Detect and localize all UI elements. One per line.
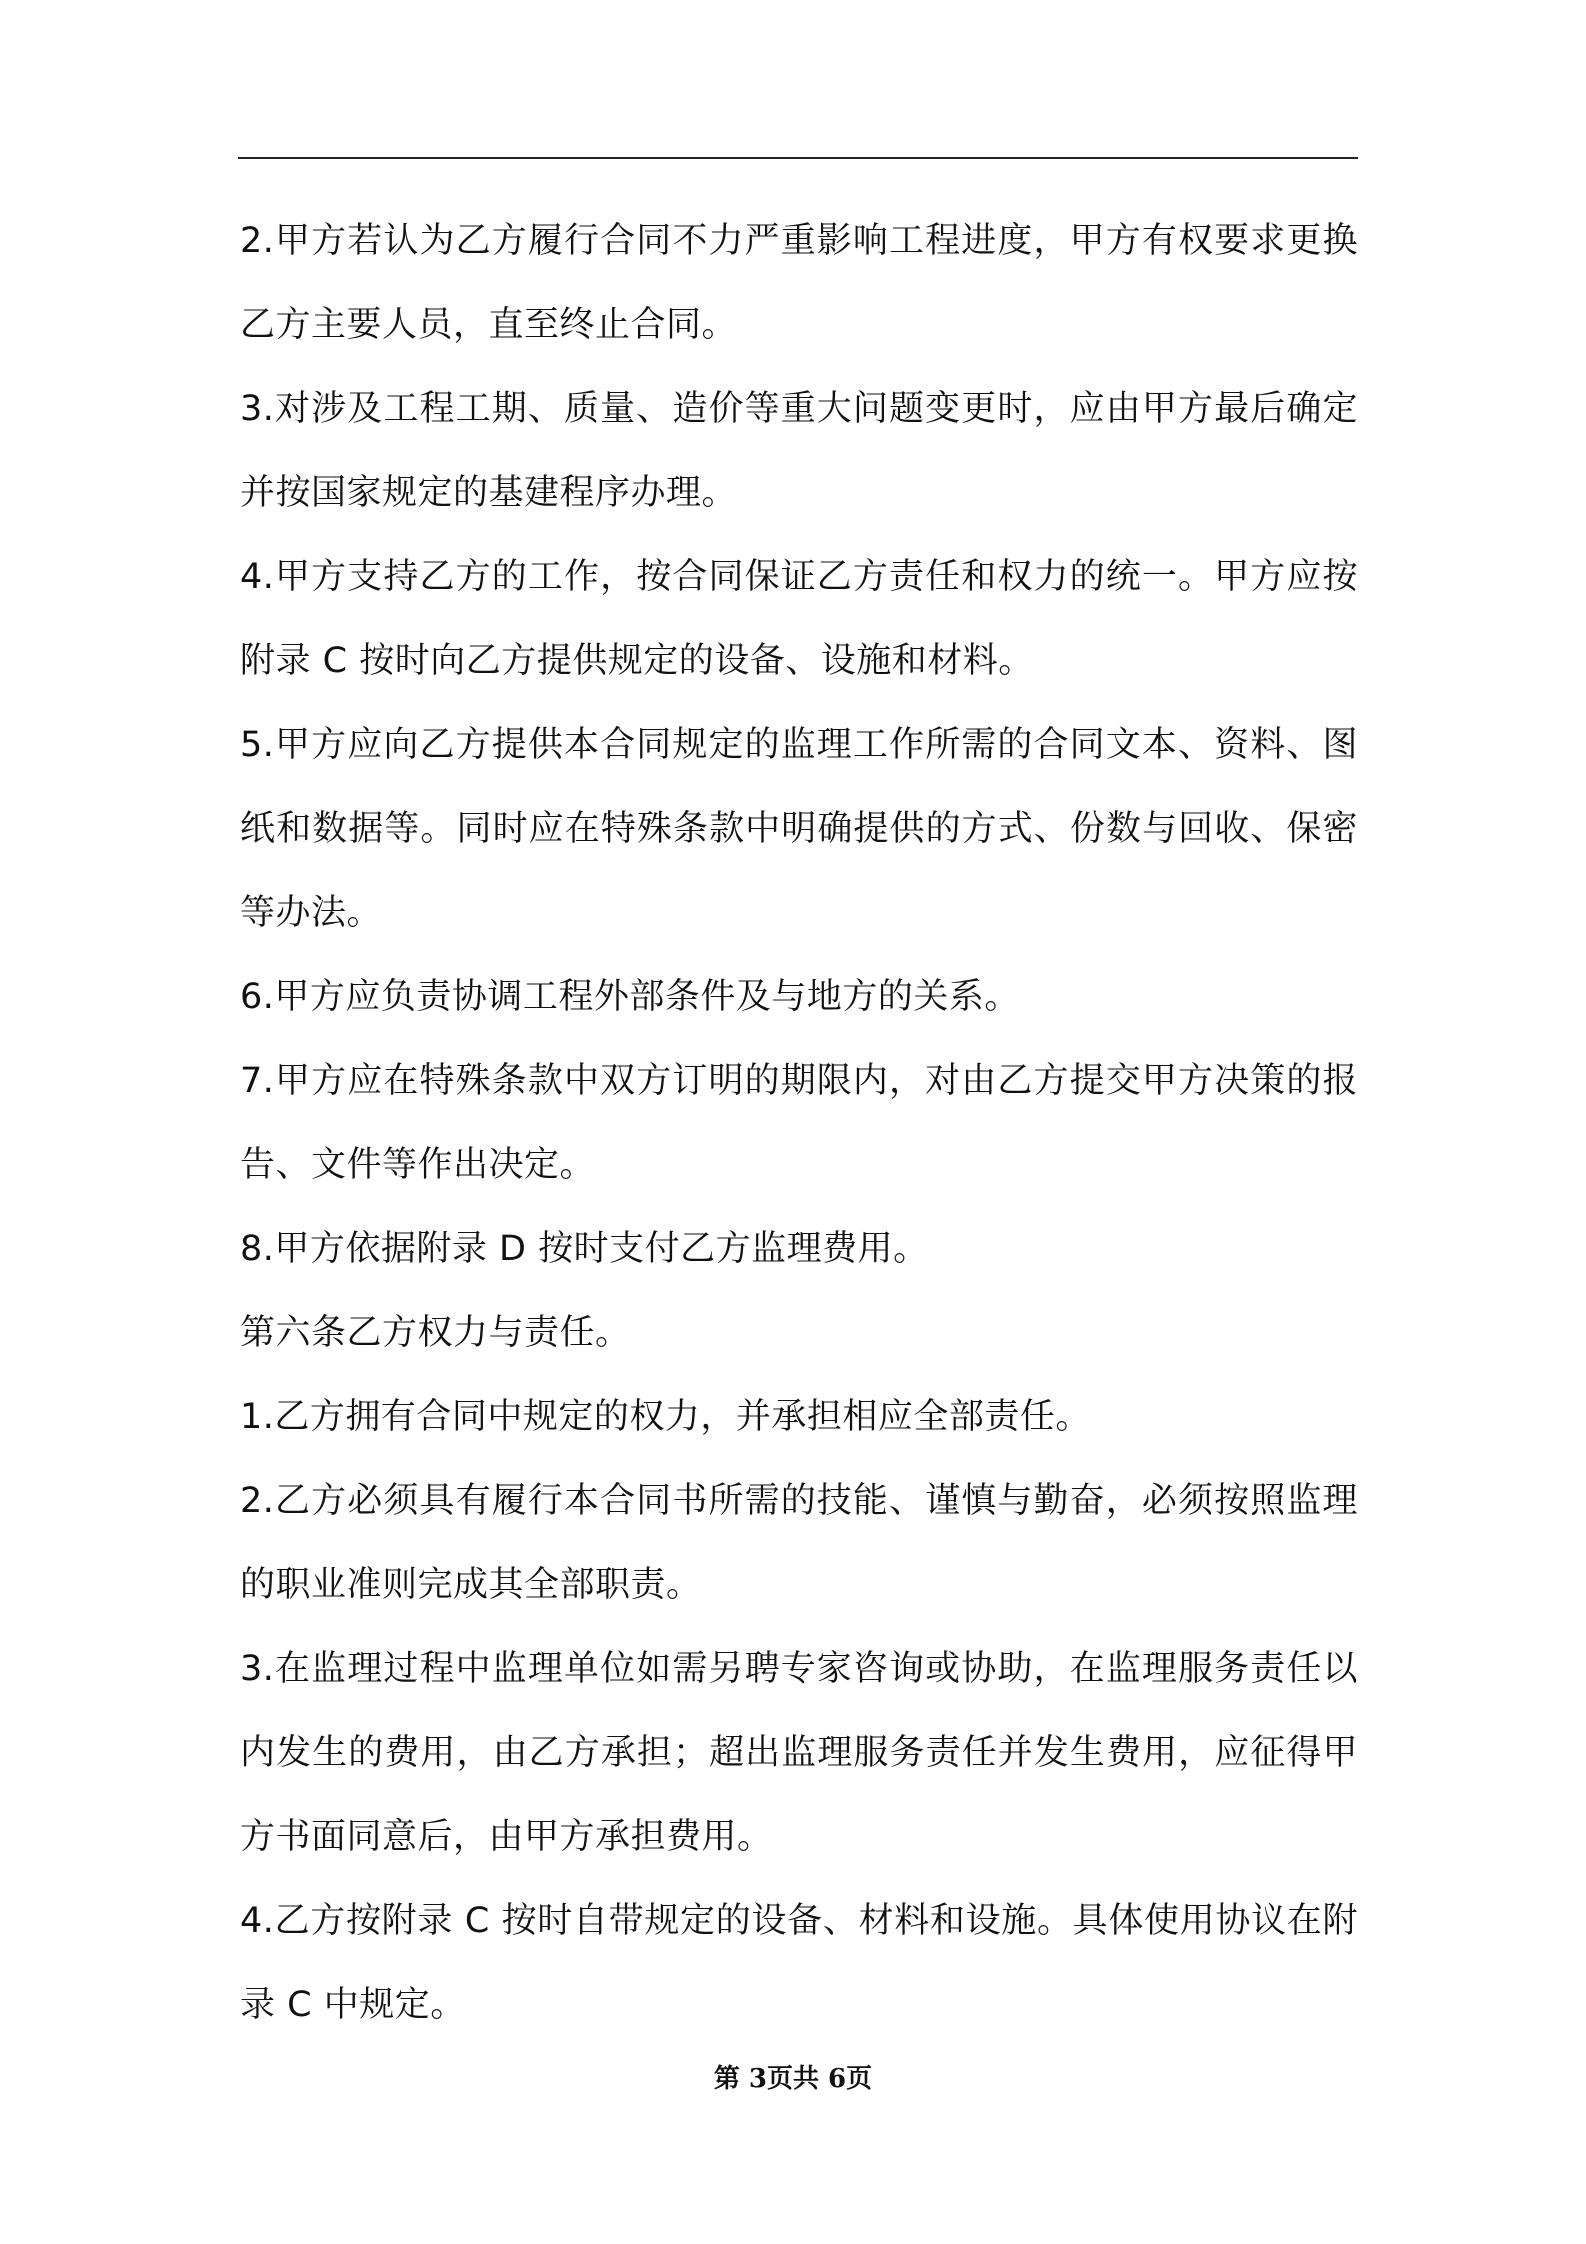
paragraph-own-equipment: 4.乙方按附录 C 按时自带规定的设备、材料和设施。具体使用协议在附录 C 中规定。: [240, 1901, 1358, 2025]
header-rule: [238, 157, 1358, 159]
paragraph-party-b-skills: 2.乙方必须具有履行本合同书所需的技能、谨慎与勤奋，必须按照监理的职业准则完成其全部职责。: [240, 1481, 1358, 1605]
paragraph-support-work: 4.甲方支持乙方的工作，按合同保证乙方责任和权力的统一。甲方应按附录 C 按时向乙方提供规定的设备、设施和材料。: [240, 557, 1358, 681]
paragraph-party-a-replace-staff: 2.甲方若认为乙方履行合同不力严重影响工程进度，甲方有权要求更换乙方主要人员，直至终止合同。: [240, 221, 1358, 345]
page-number: 第 3页共 6页: [713, 2064, 873, 2094]
paragraph-payment: 8.甲方依据附录 D 按时支付乙方监理费用。: [240, 1229, 929, 1269]
paragraph-party-b-rights: 1.乙方拥有合同中规定的权力，并承担相应全部责任。: [240, 1397, 1091, 1437]
document-body: [240, 199, 1358, 2047]
paragraph-experts-costs: 3.在监理过程中监理单位如需另聘专家咨询或协助，在监理服务责任以内发生的费用，由乙方承担；超出监理服务责任并发生费用，应征得甲方书面同意后，由甲方承担费用。: [240, 1649, 1358, 1857]
section-heading-article-6: 第六条乙方权力与责任。: [240, 1313, 631, 1353]
paragraph-major-changes: 3.对涉及工程工期、质量、造价等重大问题变更时，应由甲方最后确定并按国家规定的基建程序办理。: [240, 389, 1358, 513]
paragraph-decisions: 7.甲方应在特殊条款中双方订明的期限内，对由乙方提交甲方决策的报告、文件等作出决定。: [240, 1061, 1358, 1185]
paragraph-coordinate-external: 6.甲方应负责协调工程外部条件及与地方的关系。: [240, 977, 1020, 1017]
paragraph-provide-documents: 5.甲方应向乙方提供本合同规定的监理工作所需的合同文本、资料、图纸和数据等。同时应在特殊条款中明确提供的方式、份数与回收、保密等办法。: [240, 725, 1358, 933]
